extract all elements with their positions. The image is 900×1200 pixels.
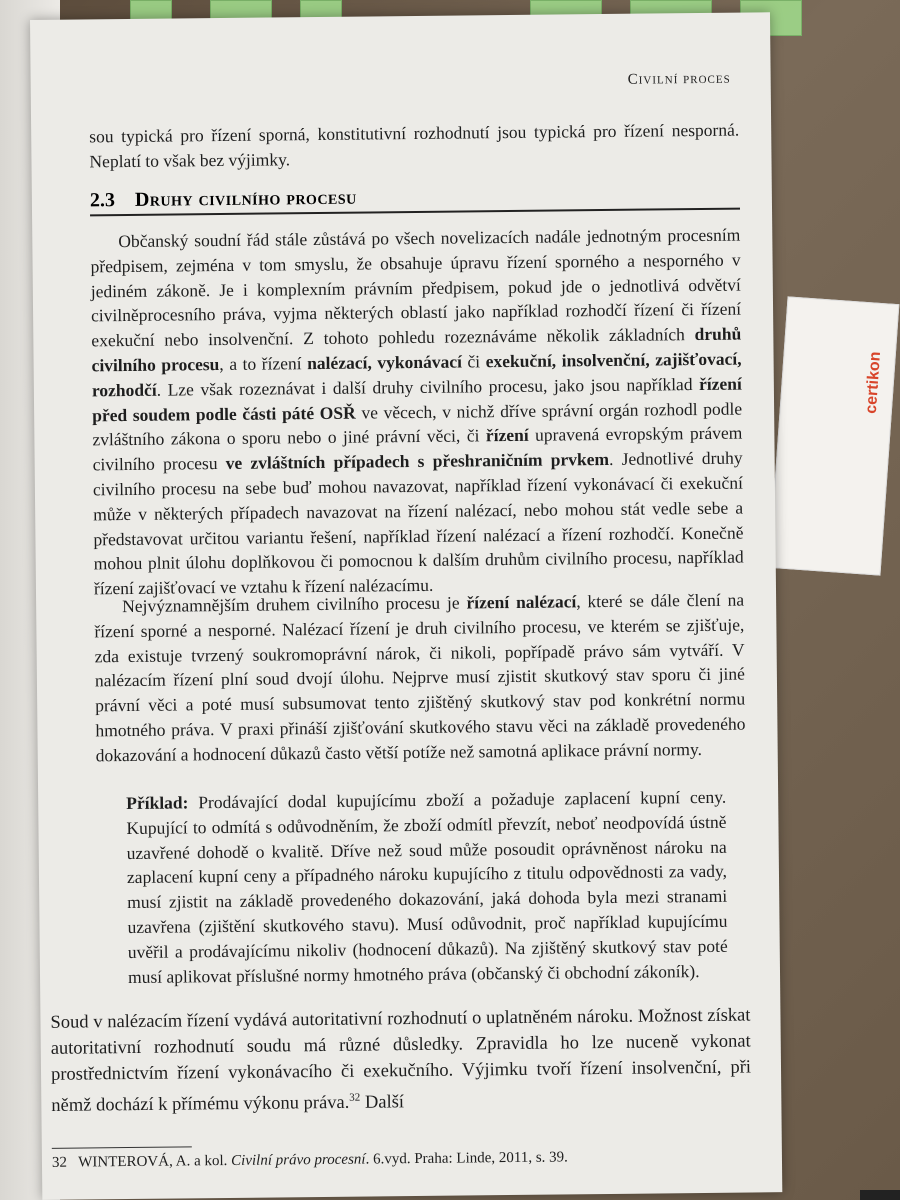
section-title: Druhy civilního procesu: [134, 186, 357, 211]
book-corner: [860, 1190, 900, 1200]
paragraph-3: Soud v nalézacím řízení vydává autoritativní rozhodnutí o uplatněném nároku. Možnost získat autoritativní rozhodnutí soudu má různé důsledky. Zpravidla ho lze nuceně vykonat prostřednictvím řízení vykonávacího či exekučního. Výjimku tvoří řízení insolvenční, při němž dochází k přímému výkonu práva.$^{32}$ Další: [50, 1005, 752, 1116]
paragraph-1: Občanský soudní řád stále zůstává po všech novelizacích nadále jednotným procesním předpisem, zejména v tom smyslu, že obsahuje úpravu řízení sporného a nesporného v jediném zákoně. Je i komplexním právním předpisem, pokud jde o jednotlivá odvětví civilněprocesního práva, vyjma některých oblastí jako například rozhodčí řízení či řízení exekuční nebo insolvenční. Z tohoto pohledu rozeznáváme několik základních druhů civilního procesu, a to řízení nalézací, vykonávací či exekuční, insolvenční, zajišťovací, rozhodčí. Lze však rozeznávat i další druhy civilního procesu, jako jsou například řízení před soudem podle části páté OSŘ ve věcech, v nichž dříve správní orgán rozhodl podle zvláštního zákona o sporu nebo o jiné právní věci, či řízení upravená evropským právem civilního procesu ve zvláštních případech s přeshraničním prvkem. Jednotlivé druhy civilního procesu na sebe buď mohou navazovat, například řízení vykonávací či exekuční může v některých případech navazovat na řízení nalézací, nebo mohou stát vedle sebe a představovat určitou variantu řešení, například řízení nalézací a řízení rozhodčí. Konečně mohou plnit úlohu doplňkovou či pomocnou k dalším druhům civilního procesu, například řízení zajišťovací ve vztahu k řízení nalézacímu.: [90, 224, 744, 599]
paragraph-2: Nejvýznamnějším druhem civilního procesu je řízení nalézací, které se dále člení na řízení sporné a nesporné. Nalézací řízení je druh civilního procesu, ve kterém se zjišťuje, zda existuje tvrzený soukromoprávní nárok, či nikoli, popřípadě právo sám vytváří. V nalézacím řízení plní soud dvojí úlohu. Nejprve musí zjistit skutkový stav sporu či jiné právní věci a poté musí subsumovat tento zjištěný skutkový stav pod konkrétní normu hmotného práva. V praxi přináší zjišťování skutkového stavu věci na základě provedeného dokazování a hodnocení důkazů často větší potíže než samotná aplikace právní normy.: [94, 589, 746, 766]
footnote: 32 WINTEROVÁ, A. a kol. Civilní právo procesní. 6.vyd. Praha: Linde, 2011, s. 39.: [51, 1149, 568, 1171]
sticky-note: [769, 296, 900, 575]
intro-paragraph: sou typická pro řízení sporná, konstitutivní rozhodnutí jsou typická pro řízení nesporná. Neplatí to však bez výjimky.: [89, 119, 740, 172]
book-page: [30, 12, 782, 1200]
footnote-ref: 32: [349, 1091, 361, 1104]
example-label: Příklad:: [126, 792, 189, 814]
running-head: Civilní proces: [627, 70, 731, 88]
example-block: Příklad: Prodávající dodal kupujícímu zboží a požaduje zaplacení kupní ceny. Kupující to odmítá s odůvodněním, že zboží odmítl převzít, neboť neodpovídá ústně uzavřené dohodě o kvalitě. Dříve než soud může posoudit oprávněnost nároku na zaplacení kupní ceny a případného nároku kupujícího z titulu odpovědnosti za vady, musí zjistit na základě provedeného dokazování, jaká dohoda byla mezi stranami uzavřena (zjištění skutkového stavu). Musí odůvodnit, proč například kupujícímu uvěřil a prodávajícímu nikoliv (hodnocení důkazů). Na zjištěný skutkový stav poté musí aplikovat příslušné normy hmotného práva (občanský či obchodní zákoník).: [126, 786, 728, 987]
section-heading: [90, 183, 740, 217]
sticky-brand-logo: certikon: [862, 350, 885, 415]
footnote-rule: [52, 1146, 192, 1148]
section-number: 2.3: [89, 189, 116, 212]
